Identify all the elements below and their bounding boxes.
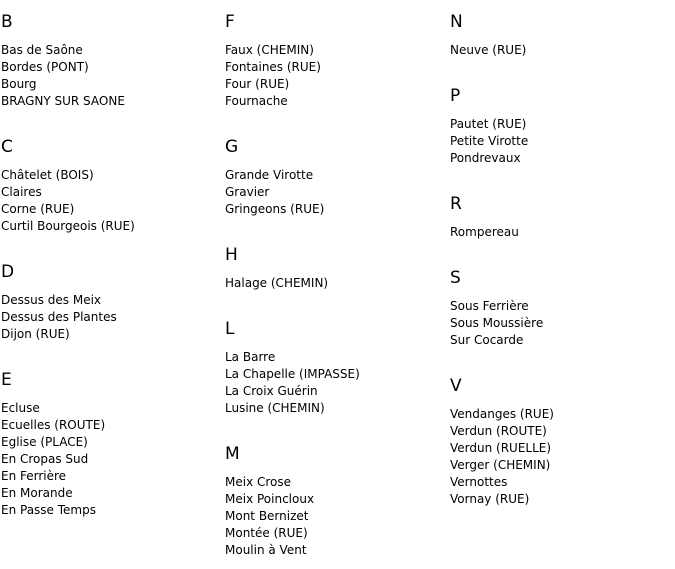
letter-section (225, 444, 445, 559)
street-name: Verdun (RUELLE) (450, 441, 552, 455)
street-name: Dessus des Plantes (1, 310, 117, 324)
letter-section (450, 194, 670, 241)
section-spacer (1, 235, 221, 250)
letter-heading: R (450, 194, 462, 214)
street-name: Pautet (RUE) (450, 117, 527, 131)
section-spacer (225, 292, 445, 307)
street-list (225, 474, 445, 559)
street-name: Four (RUE) (225, 77, 290, 91)
street-name: Sous Ferrière (450, 299, 529, 313)
letter-section (450, 376, 670, 508)
letter-heading: L (225, 319, 235, 339)
street-list (225, 349, 445, 417)
street-index-column-2 (225, 0, 445, 559)
letter-section (450, 268, 670, 349)
street-name: Gravier (225, 185, 270, 199)
section-spacer (450, 349, 670, 364)
street-name: Bordes (PONT) (1, 60, 89, 74)
street-name: En Passe Temps (1, 503, 96, 517)
street-name: Gringeons (RUE) (225, 202, 325, 216)
street-list (225, 167, 445, 218)
street-name: Mont Bernizet (225, 509, 309, 523)
street-name: Bas de Saône (1, 43, 83, 57)
street-name: Vernottes (450, 475, 508, 489)
letter-heading: D (1, 262, 15, 282)
street-list (1, 42, 221, 110)
street-name: La Croix Guérin (225, 384, 318, 398)
street-name: Sur Cocarde (450, 333, 524, 347)
section-spacer (225, 417, 445, 432)
letter-heading: P (450, 86, 461, 106)
street-name: Halage (CHEMIN) (225, 276, 329, 290)
section-spacer (1, 110, 221, 125)
street-name: Meix Poincloux (225, 492, 315, 506)
street-name: Vornay (RUE) (450, 492, 530, 506)
street-list (450, 298, 670, 349)
street-name: Ecluse (1, 401, 40, 415)
street-name: Curtil Bourgeois (RUE) (1, 219, 135, 233)
section-spacer (225, 110, 445, 125)
street-name: La Chapelle (IMPASSE) (225, 367, 360, 381)
street-list (1, 292, 221, 343)
street-index-column-3 (450, 0, 670, 508)
street-name: Petite Virotte (450, 134, 529, 148)
street-name: Rompereau (450, 225, 519, 239)
street-name: Châtelet (BOIS) (1, 168, 94, 182)
street-name: Faux (CHEMIN) (225, 43, 314, 57)
letter-heading: B (1, 12, 13, 32)
street-name: Verdun (ROUTE) (450, 424, 547, 438)
street-name: Eglise (PLACE) (1, 435, 88, 449)
street-name: Fournache (225, 94, 288, 108)
letter-section (225, 12, 445, 110)
letter-heading: G (225, 137, 239, 157)
letter-heading: S (450, 268, 461, 288)
section-spacer (1, 343, 221, 358)
letter-section (225, 137, 445, 218)
street-list (1, 167, 221, 235)
letter-heading: V (450, 376, 462, 396)
street-name: Grande Virotte (225, 168, 314, 182)
street-name: Claires (1, 185, 42, 199)
street-list (225, 42, 445, 110)
street-name: Dijon (RUE) (1, 327, 70, 341)
letter-section (1, 137, 221, 235)
letter-section (225, 245, 445, 292)
street-name: La Barre (225, 350, 276, 364)
street-list (450, 224, 670, 241)
letter-heading: M (225, 444, 240, 464)
section-spacer (450, 167, 670, 182)
street-name: Verger (CHEMIN) (450, 458, 551, 472)
letter-heading: F (225, 12, 235, 32)
letter-heading: N (450, 12, 463, 32)
street-name: Pondrevaux (450, 151, 521, 165)
letter-section (1, 370, 221, 519)
street-list (450, 42, 670, 59)
street-name: Sous Moussière (450, 316, 544, 330)
street-name: Montée (RUE) (225, 526, 308, 540)
street-name: Ecuelles (ROUTE) (1, 418, 106, 432)
street-name: Corne (RUE) (1, 202, 75, 216)
letter-heading: H (225, 245, 238, 265)
street-name: En Ferrière (1, 469, 67, 483)
street-name: Vendanges (RUE) (450, 407, 554, 421)
letter-section (1, 12, 221, 110)
section-spacer (225, 218, 445, 233)
street-name: Neuve (RUE) (450, 43, 527, 57)
street-name: En Morande (1, 486, 73, 500)
letter-section (450, 86, 670, 167)
street-list (1, 400, 221, 519)
letter-section (450, 12, 670, 59)
letter-heading: C (1, 137, 13, 157)
section-spacer (450, 241, 670, 256)
letter-section (1, 262, 221, 343)
street-name: En Cropas Sud (1, 452, 89, 466)
street-name: Dessus des Meix (1, 293, 102, 307)
letter-heading: E (1, 370, 12, 390)
street-index-column-1 (1, 0, 221, 519)
section-spacer (450, 59, 670, 74)
street-name: Bourg (1, 77, 37, 91)
street-list (450, 406, 670, 508)
street-name: BRAGNY SUR SAONE (1, 94, 125, 108)
street-list (450, 116, 670, 167)
street-list (225, 275, 445, 292)
street-name: Meix Crose (225, 475, 292, 489)
street-name: Moulin à Vent (225, 543, 307, 557)
street-name: Lusine (CHEMIN) (225, 401, 325, 415)
street-name: Fontaines (RUE) (225, 60, 321, 74)
letter-section (225, 319, 445, 417)
